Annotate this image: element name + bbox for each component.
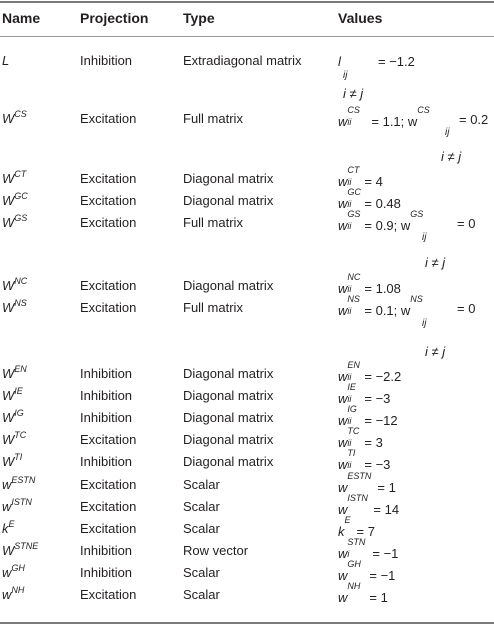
row-name: $W^{GC}$ bbox=[2, 191, 28, 208]
header-name: Name bbox=[2, 10, 41, 26]
row-name: $W^{GS}$ bbox=[2, 213, 28, 230]
row-type: Full matrix bbox=[183, 215, 243, 230]
row-type: Full matrix bbox=[183, 111, 243, 126]
row-projection: Excitation bbox=[80, 499, 137, 514]
header-type: Type bbox=[183, 10, 215, 26]
row-projection: Inhibition bbox=[80, 565, 133, 580]
row-projection: Inhibition bbox=[80, 410, 133, 425]
row-type: Diagonal matrix bbox=[183, 193, 274, 208]
row-name: $w^{ISTN}$ bbox=[2, 497, 32, 514]
row-type: Scalar bbox=[183, 565, 220, 580]
row-name: $W^{STNE}$ bbox=[2, 541, 39, 558]
row-name: $W^{EN}$ bbox=[2, 364, 27, 381]
row-type: Diagonal matrix bbox=[183, 171, 274, 186]
row-projection: Excitation bbox=[80, 300, 137, 315]
row-name: L bbox=[2, 53, 10, 68]
row-projection: Excitation bbox=[80, 587, 137, 602]
row-projection: Excitation bbox=[80, 432, 137, 447]
row-name: $W^{CS}$ bbox=[2, 109, 27, 126]
value-ig: w IG ii = −12 bbox=[338, 404, 398, 428]
value-stne: w STN i = −1 bbox=[338, 537, 399, 561]
value-l-cond: i ≠ j bbox=[343, 86, 364, 101]
row-projection: Inhibition bbox=[80, 454, 133, 469]
row-type: Diagonal matrix bbox=[183, 388, 274, 403]
row-name: $W^{TC}$ bbox=[2, 430, 27, 447]
value-cs-cond: i ≠ j bbox=[441, 149, 462, 164]
value-cs: w CS ii = 1.1; w CS bbox=[338, 105, 430, 129]
row-projection: Excitation bbox=[80, 278, 137, 293]
row-name: $k^E$ bbox=[2, 519, 15, 536]
row-type: Extradiagonal matrix bbox=[183, 53, 302, 68]
row-name: $W^{CT}$ bbox=[2, 169, 27, 186]
row-name: $W^{IE}$ bbox=[2, 386, 23, 403]
row-projection: Excitation bbox=[80, 111, 137, 126]
value-gs: w GS ii = 0.9; w GS bbox=[338, 209, 424, 233]
value-nh: w NH = 1 bbox=[338, 581, 388, 605]
row-projection: Inhibition bbox=[80, 53, 133, 68]
row-type: Scalar bbox=[183, 521, 220, 536]
row-type: Diagonal matrix bbox=[183, 366, 274, 381]
row-type: Diagonal matrix bbox=[183, 410, 274, 425]
value-istn: w ISTN = 14 bbox=[338, 493, 400, 517]
row-type: Diagonal matrix bbox=[183, 454, 274, 469]
row-type: Row vector bbox=[183, 543, 249, 558]
value-tc: w TC ii = 3 bbox=[338, 426, 383, 450]
row-projection: Excitation bbox=[80, 215, 137, 230]
value-gc: w GC ii = 0.48 bbox=[338, 187, 401, 211]
row-type: Scalar bbox=[183, 477, 220, 492]
table-bottom-rule bbox=[0, 622, 494, 624]
row-name: $w^{NH}$ bbox=[2, 585, 25, 602]
table-header-rule bbox=[0, 36, 494, 37]
row-projection: Excitation bbox=[80, 477, 137, 492]
row-projection: Excitation bbox=[80, 193, 137, 208]
row-type: Full matrix bbox=[183, 300, 243, 315]
header-values: Values bbox=[338, 10, 383, 26]
value-ke: k E = 7 bbox=[338, 515, 375, 539]
row-type: Diagonal matrix bbox=[183, 278, 274, 293]
value-nc: w NC ii = 1.08 bbox=[338, 272, 401, 296]
value-ct: w CT ii = 4 bbox=[338, 165, 383, 189]
row-type: Diagonal matrix bbox=[183, 432, 274, 447]
row-name: $w^{ESTN}$ bbox=[2, 475, 36, 492]
row-name: $W^{NS}$ bbox=[2, 298, 27, 315]
value-ns-cond: i ≠ j bbox=[425, 344, 446, 359]
row-name: $W^{IG}$ bbox=[2, 408, 24, 425]
table-top-rule bbox=[0, 1, 494, 3]
value-gs-eq2: = 0 bbox=[457, 216, 476, 231]
row-projection: Excitation bbox=[80, 521, 137, 536]
value-estn: w ESTN = 1 bbox=[338, 471, 396, 495]
row-name: $W^{TI}$ bbox=[2, 452, 23, 469]
value-ns-eq2: = 0 bbox=[457, 301, 476, 316]
value-ns-sub2: ij bbox=[422, 318, 427, 329]
row-name: $w^{GH}$ bbox=[2, 563, 25, 580]
value-gs-sub2: ij bbox=[422, 232, 427, 243]
row-projection: Inhibition bbox=[80, 366, 133, 381]
value-ti: w TI ii = −3 bbox=[338, 448, 391, 472]
row-type: Scalar bbox=[183, 499, 220, 514]
row-projection: Inhibition bbox=[80, 388, 133, 403]
value-gs-cond: i ≠ j bbox=[425, 255, 446, 270]
value-ns: w NS ii = 0.1; w NS bbox=[338, 294, 423, 318]
row-projection: Inhibition bbox=[80, 543, 133, 558]
value-gh: w GH = −1 bbox=[338, 559, 396, 583]
value-l: l bbox=[338, 54, 341, 69]
value-l-eq: = −1.2 bbox=[378, 54, 415, 69]
value-ie: w IE ii = −3 bbox=[338, 382, 391, 406]
row-type: Scalar bbox=[183, 587, 220, 602]
header-projection: Projection bbox=[80, 10, 149, 26]
value-l-sub: ij bbox=[343, 70, 348, 81]
value-cs-eq2: = 0.2 bbox=[459, 112, 489, 127]
row-projection: Excitation bbox=[80, 171, 137, 186]
value-en: w EN ii = −2.2 bbox=[338, 360, 402, 384]
row-name: $W^{NC}$ bbox=[2, 276, 28, 293]
value-cs-sub2: ij bbox=[445, 127, 450, 138]
